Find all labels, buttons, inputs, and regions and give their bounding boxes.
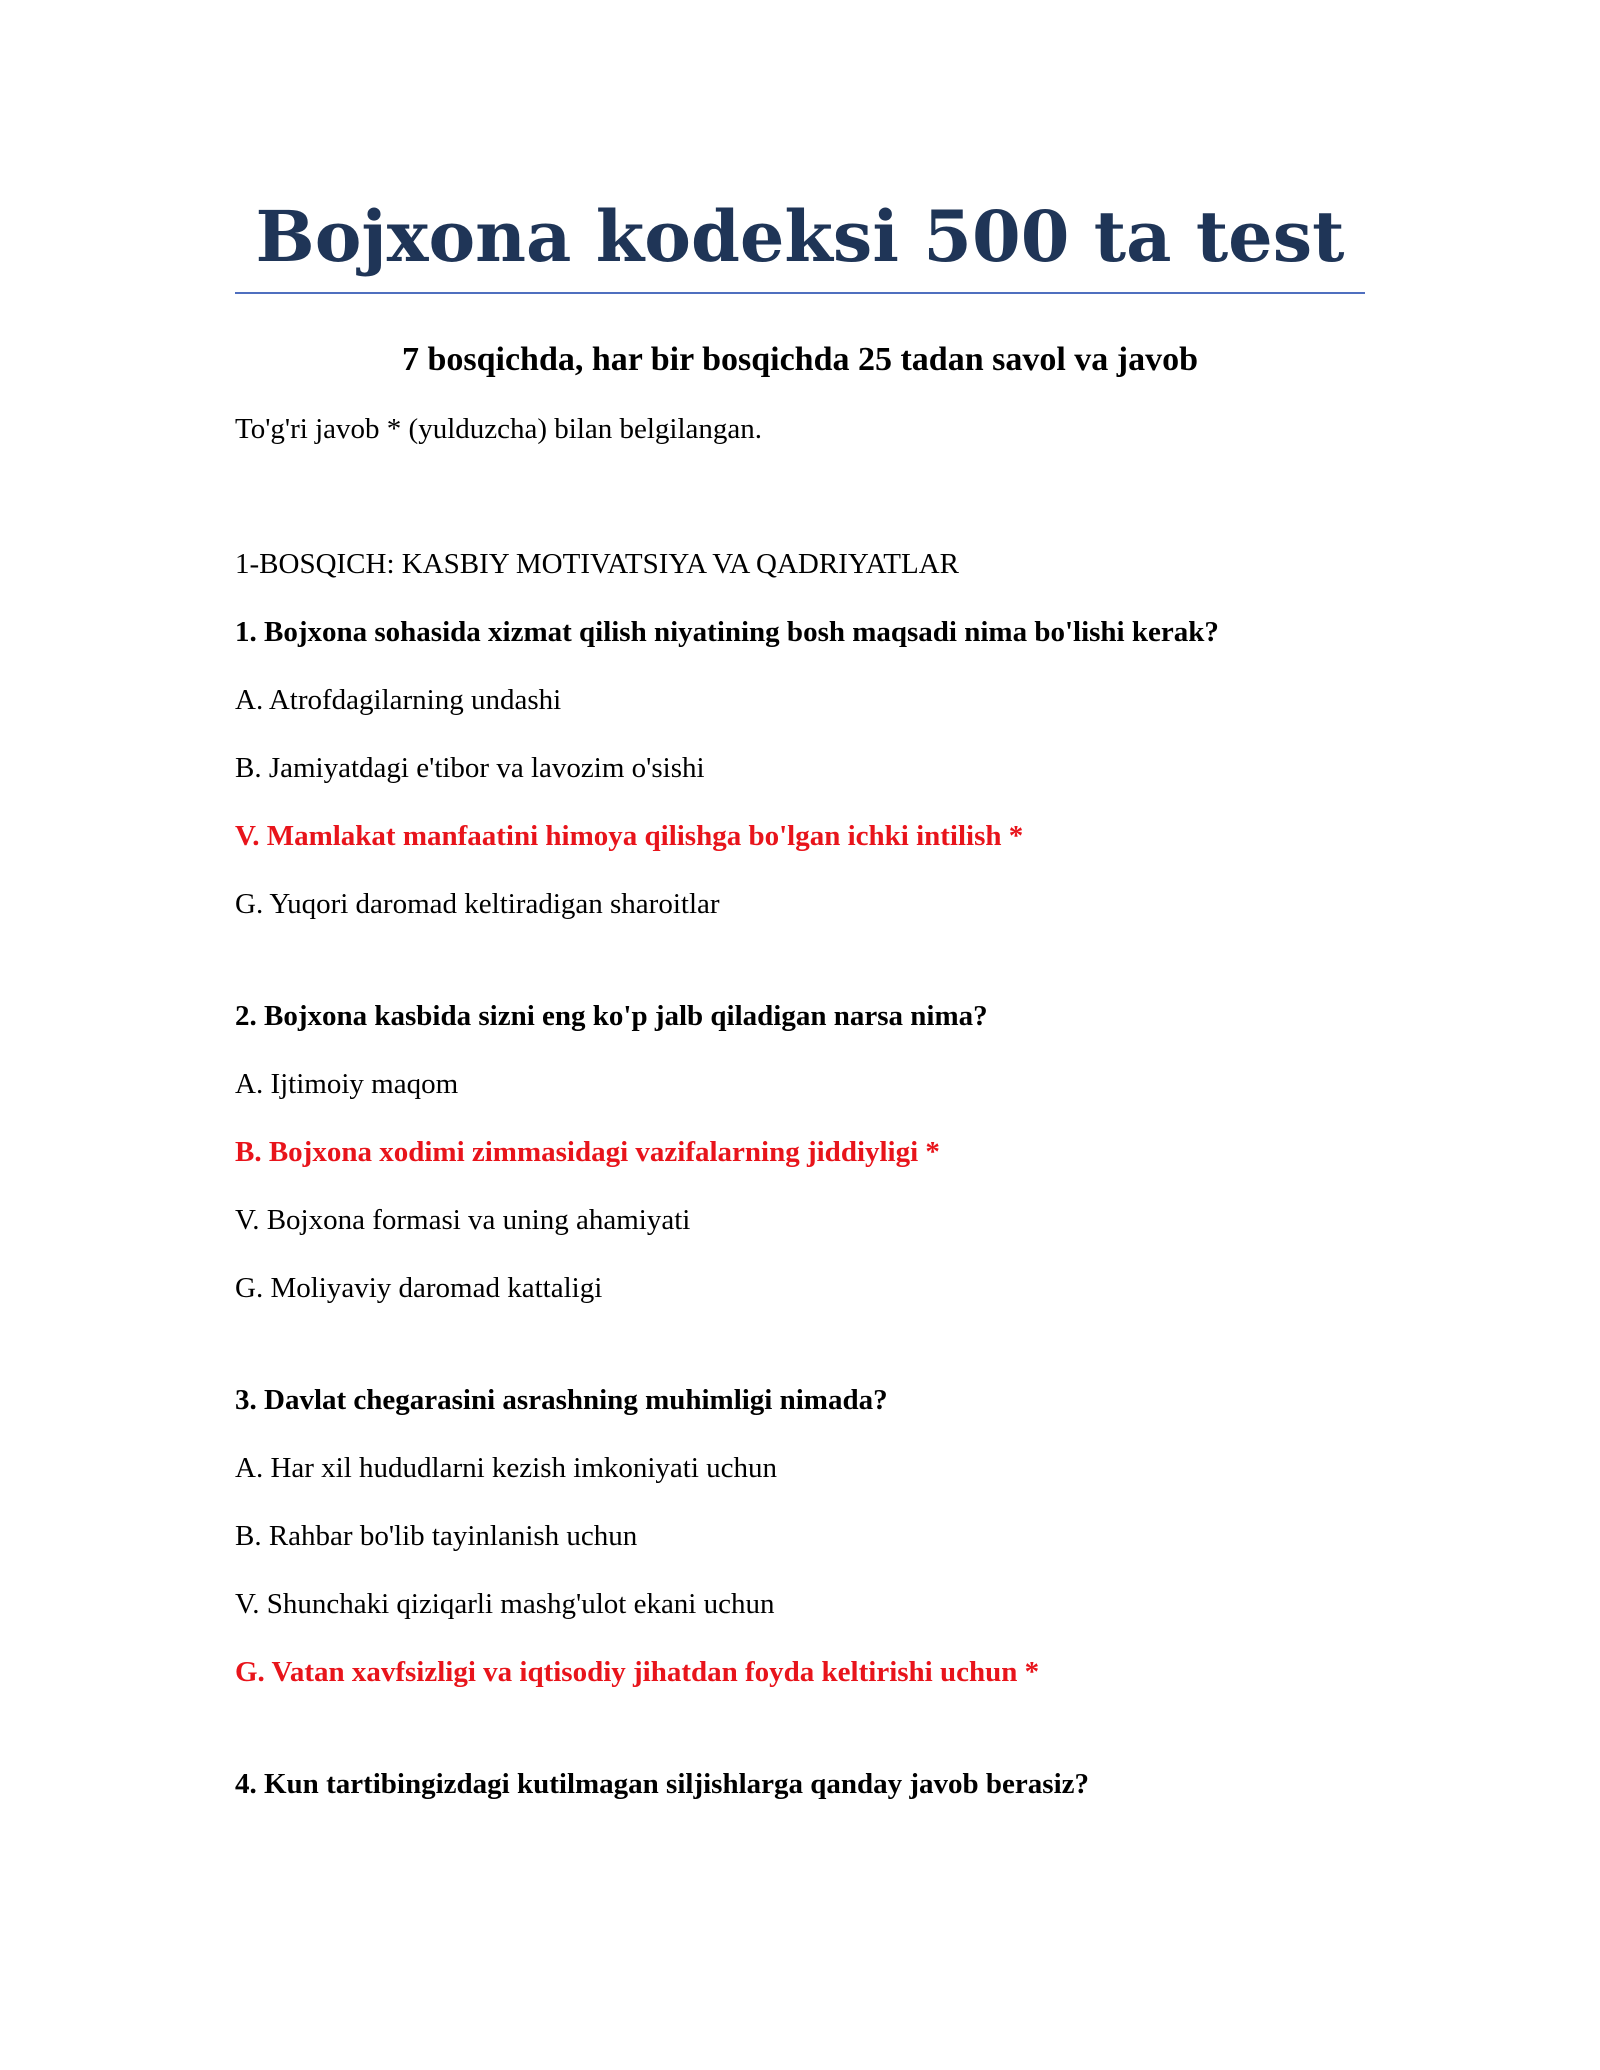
- title-divider: [235, 292, 1365, 294]
- question-block: [235, 994, 1365, 1310]
- document-page: [235, 0, 1365, 1874]
- answer-option: A. Har xil hududlarni kezish imkoniyati uchun: [235, 1452, 778, 1484]
- answer-option: G. Moliyaviy daromad kattaligi: [235, 1272, 603, 1304]
- question-text: 4. Kun tartibingizdagi kutilmagan siljishlarga qanday javob berasiz?: [235, 1768, 1090, 1800]
- question-text: 1. Bojxona sohasida xizmat qilish niyatining bosh maqsadi nima bo'lishi kerak?: [235, 616, 1219, 648]
- question-block: [235, 1378, 1365, 1694]
- correct-answer-option: G. Vatan xavfsizligi va iqtisodiy jihatdan foyda keltirishi uchun *: [235, 1656, 1040, 1688]
- document-title: Bojxona kodeksi 500 ta test: [255, 195, 1345, 278]
- correct-answer-option: B. Bojxona xodimi zimmasidagi vazifalarning jiddiyligi *: [235, 1136, 940, 1168]
- answer-note: To'g'ri javob * (yulduzcha) bilan belgilangan.: [235, 413, 763, 445]
- answer-option: B. Jamiyatdagi e'tibor va lavozim o'sishi: [235, 752, 705, 784]
- question-block: [235, 1762, 1365, 1806]
- document-subtitle: 7 bosqichda, har bir bosqichda 25 tadan savol va javob: [401, 341, 1199, 378]
- answer-option: G. Yuqori daromad keltiradigan sharoitlar: [235, 888, 720, 920]
- answer-option: B. Rahbar bo'lib tayinlanish uchun: [235, 1520, 638, 1552]
- question-text: 2. Bojxona kasbida sizni eng ko'p jalb qiladigan narsa nima?: [235, 1000, 988, 1032]
- question-list: [235, 610, 1365, 1806]
- answer-option: A. Atrofdagilarning undashi: [235, 684, 562, 716]
- answer-option: V. Bojxona formasi va uning ahamiyati: [235, 1204, 691, 1236]
- stage-heading: 1-BOSQICH: KASBIY MOTIVATSIYA VA QADRIYATLAR: [235, 548, 960, 580]
- answer-option: V. Shunchaki qiziqarli mashg'ulot ekani uchun: [235, 1588, 775, 1620]
- correct-answer-option: V. Mamlakat manfaatini himoya qilishga bo'lgan ichki intilish *: [235, 820, 1024, 852]
- question-block: [235, 610, 1365, 926]
- question-text: 3. Davlat chegarasini asrashning muhimligi nimada?: [235, 1384, 888, 1416]
- answer-option: A. Ijtimoiy maqom: [235, 1068, 459, 1100]
